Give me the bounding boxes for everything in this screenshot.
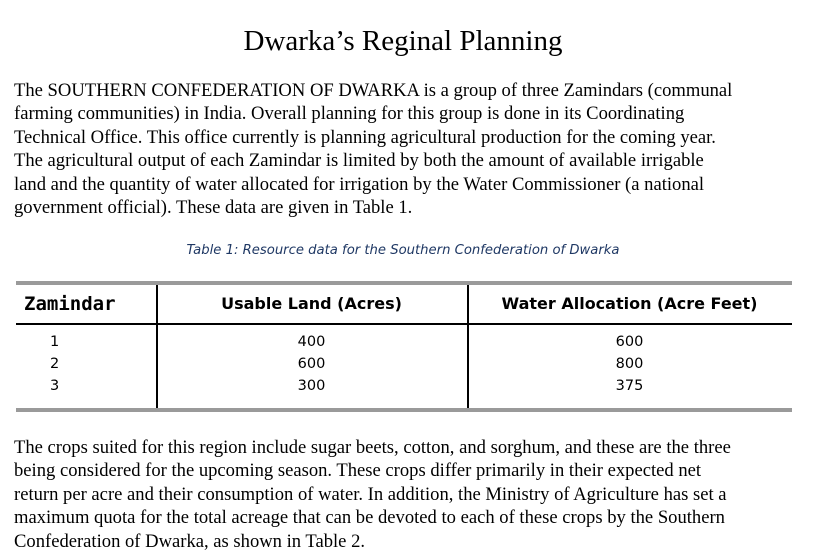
table-top-rule [16,281,792,285]
paragraph-line: The agricultural output of each Zamindar is limited by both the amount of available irrigable [14,150,704,172]
header-usable-land: Usable Land (Acres) [221,294,402,313]
header-water-allocation: Water Allocation (Acre Feet) [501,294,758,313]
column-water-allocation [467,331,792,397]
crops-paragraph [14,436,806,553]
table-cell-zamindar: 3 [50,378,60,394]
paragraph-line: The crops suited for this region include sugar beets, cotton, and sorghum, and these are the three [14,437,731,458]
header-zamindar: Zamindar [24,293,116,315]
table-cell-water: 600 [615,334,644,350]
table-cell-water: 800 [615,356,644,372]
table-header-rule [16,323,792,325]
paragraph-line: maximum quota for the total acreage that can be devoted to each of these crops by the Southern [14,507,725,529]
resource-table [16,281,792,413]
table-cell-land: 300 [297,378,326,394]
paragraph-line: The SOUTHERN CONFEDERATION OF DWARKA is a group of three Zamindars (communal [14,80,733,101]
table-bottom-rule [16,408,792,412]
paragraph-line: being considered for the upcoming season. These crops differ primarily in their expected net [14,460,702,482]
table-cell-land: 400 [297,334,326,350]
table-caption: Table 1: Resource data for the Southern Confederation of Dwarka [186,243,620,258]
column-zamindar [50,331,59,397]
table-cell-land: 600 [297,356,326,372]
paragraph-line: Confederation of Dwarka, as shown in Table 2. [14,530,366,552]
paragraph-line: farming communities) in India. Overall planning for this group is done in its Coordinating [14,103,685,125]
page-title: Dwarka’s Reginal Planning [243,25,563,57]
table-cell-water: 375 [615,378,644,394]
paragraph-line: government official). These data are given in Table 1. [14,197,413,219]
paragraph-line: return per acre and their consumption of water. In addition, the Ministry of Agriculture has set a [14,483,727,505]
intro-paragraph [14,79,806,219]
column-usable-land [156,331,467,397]
paragraph-line: land and the quantity of water allocated for irrigation by the Water Commissioner (a national [14,173,705,195]
table-cell-zamindar: 2 [50,356,60,372]
table-cell-zamindar: 1 [50,334,60,350]
paragraph-line: Technical Office. This office currently is planning agricultural production for the coming year. [14,126,716,148]
